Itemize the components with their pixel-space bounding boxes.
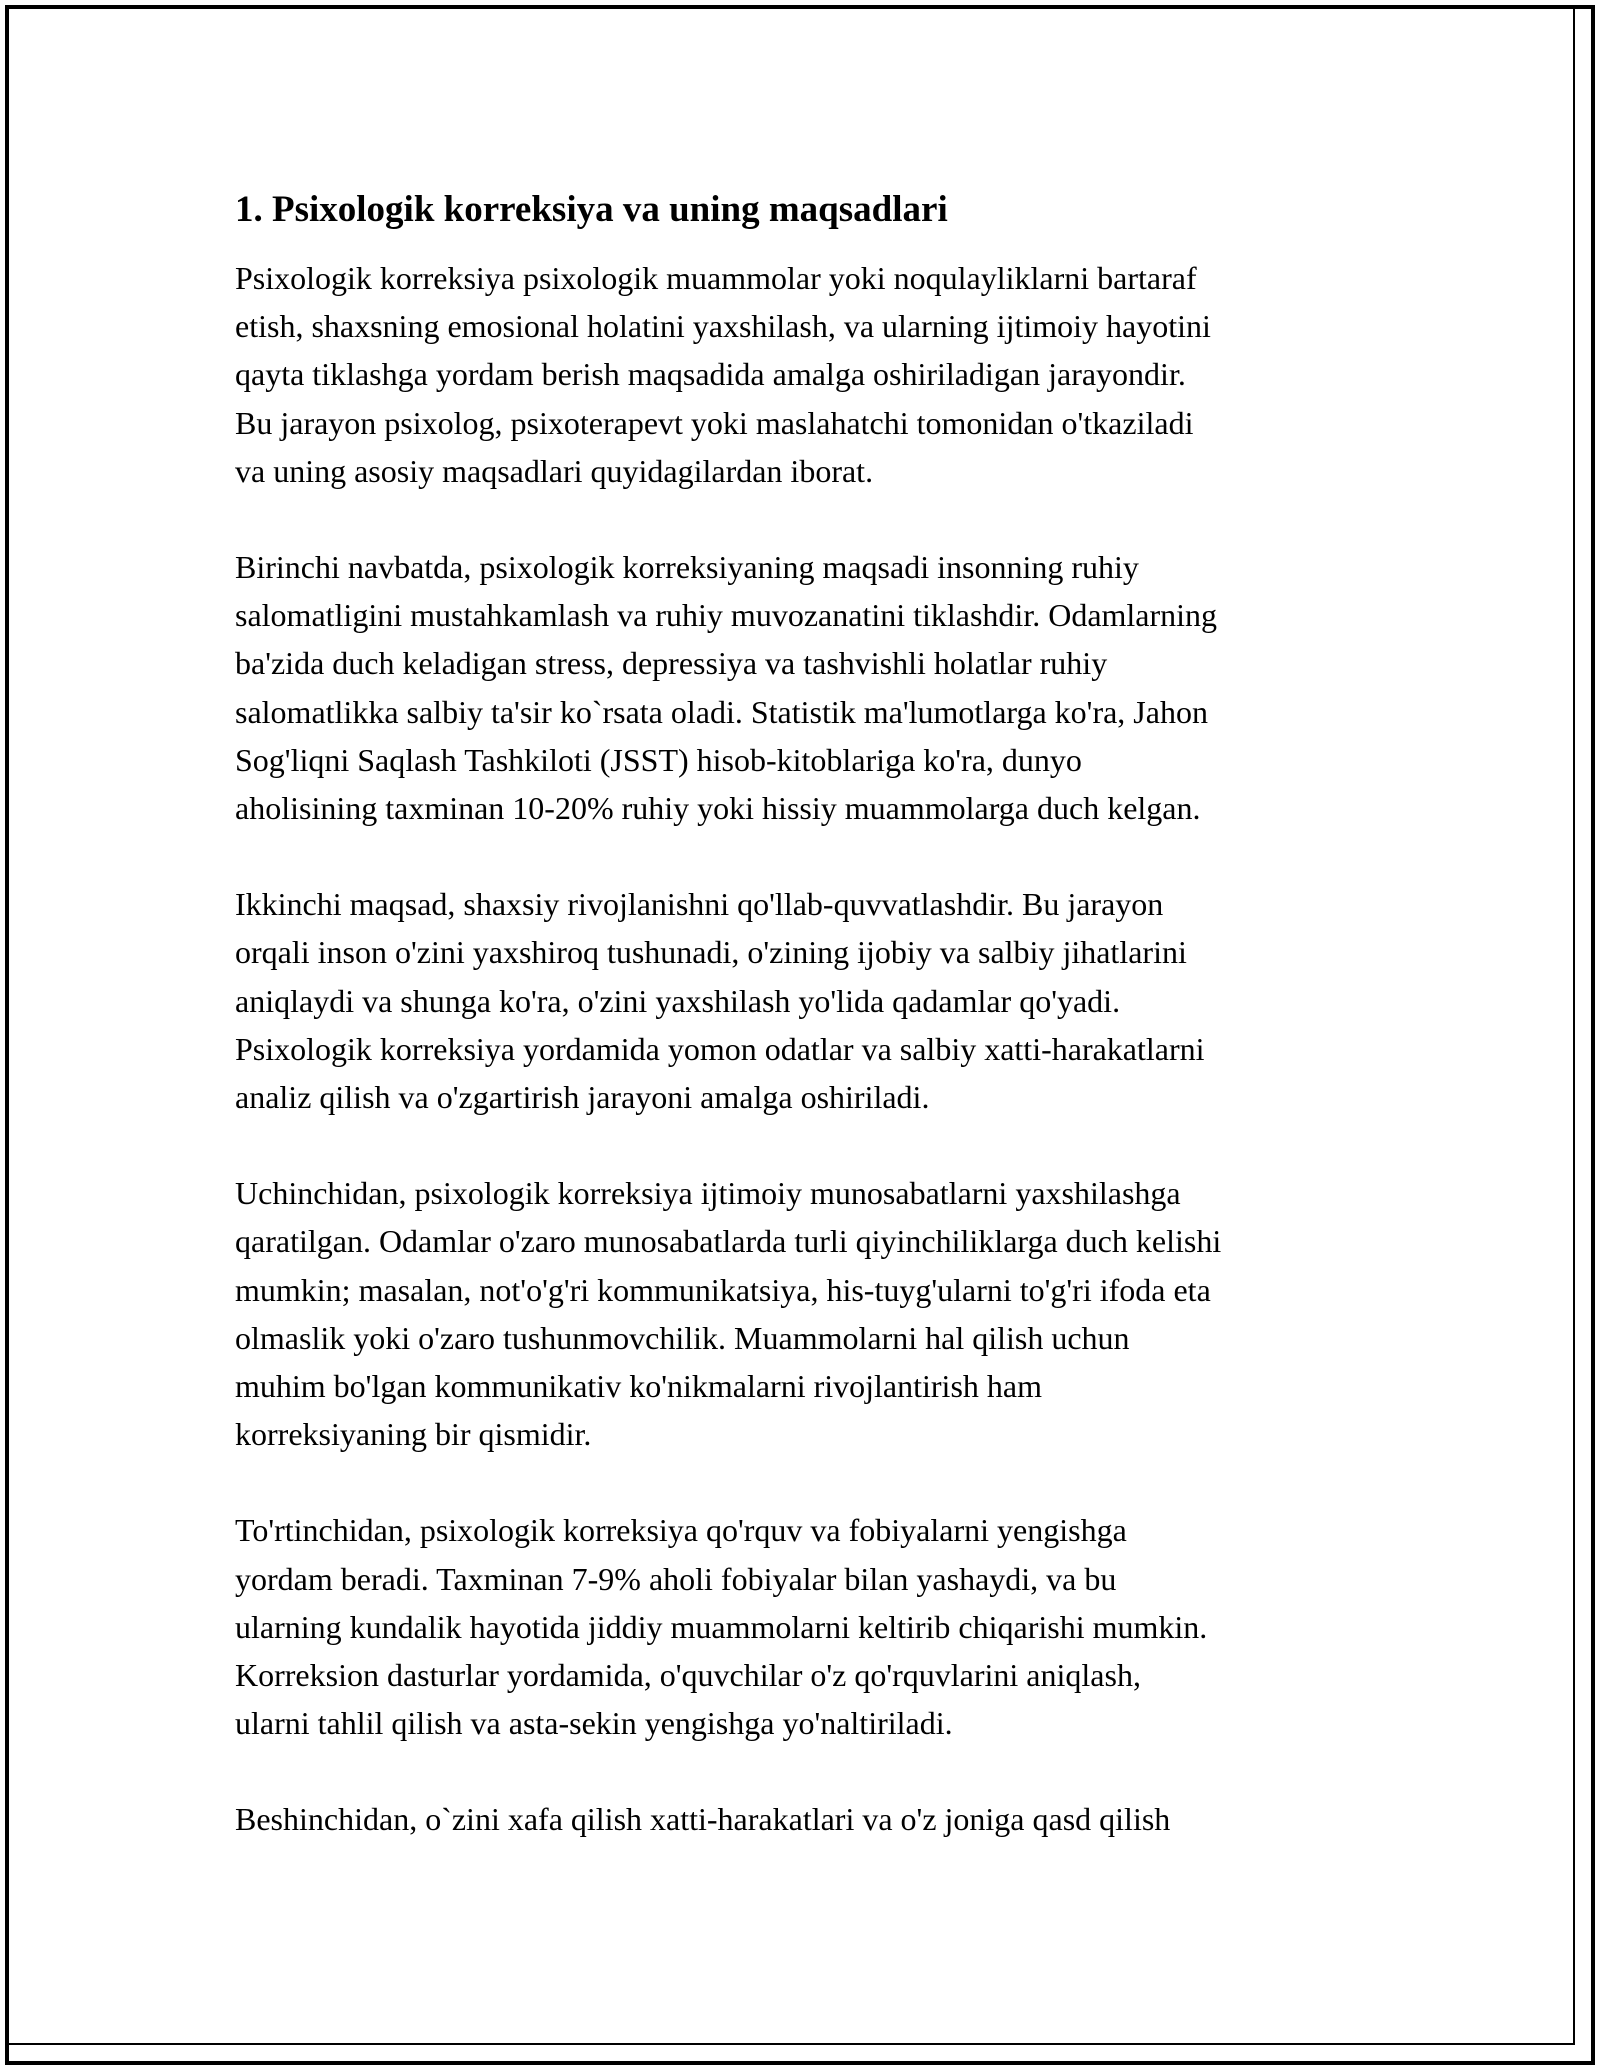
paragraph-line: etish, shaxsning emosional holatini yaxshilash, va ularning ijtimoiy hayotini	[235, 308, 1211, 345]
paragraph-line: aholisining taxminan 10-20% ruhiy yoki hissiy muammolarga duch kelgan.	[235, 790, 1201, 827]
paragraph-line: salomatligini mustahkamlash va ruhiy muvozanatini tiklashdir. Odamlarning	[235, 597, 1218, 634]
paragraph-line: Sog'liqni Saqlash Tashkiloti (JSST) hisob-kitoblariga ko'ra, dunyo	[235, 741, 1082, 778]
paragraph	[235, 1506, 1375, 1747]
paragraph-line: salomatlikka salbiy ta'sir ko`rsata oladi. Statistik ma'lumotlarga ko'ra, Jahon	[235, 693, 1208, 730]
section-heading: 1. Psixologik korreksiya va uning maqsadlari	[235, 189, 948, 230]
paragraph-line: Psixologik korreksiya yordamida yomon odatlar va salbiy xatti-harakatlarni	[235, 1030, 1205, 1067]
paragraph-line: Psixologik korreksiya psixologik muammolar yoki noqulayliklarni bartaraf	[235, 260, 1197, 296]
paragraph-line: ba'zida duch keladigan stress, depressiya va tashvishli holatlar ruhiy	[235, 645, 1108, 682]
paragraph-line: analiz qilish va o'zgartirish jarayoni amalga oshiriladi.	[235, 1079, 930, 1116]
paragraph-line: qaratilgan. Odamlar o'zaro munosabatlarda turli qiyinchiliklarga duch kelishi	[235, 1223, 1222, 1260]
paragraph-line: va uning asosiy maqsadlari quyidagilardan iborat.	[235, 452, 874, 489]
paragraph-line: ularning kundalik hayotida jiddiy muammolarni keltirib chiqarishi mumkin.	[235, 1608, 1208, 1645]
document-body	[235, 186, 1375, 1892]
paragraph	[235, 543, 1375, 832]
paragraph-line: muhim bo'lgan kommunikativ ko'nikmalarni rivojlantirish ham	[235, 1368, 1042, 1405]
paragraph-line: Beshinchidan, o`zini xafa qilish xatti-harakatlari va o'z joniga qasd qilish	[235, 1801, 1171, 1838]
paragraph-line: korreksiyaning bir qismidir.	[235, 1416, 592, 1453]
paragraph-line: yordam beradi. Taxminan 7-9% aholi fobiyalar bilan yashaydi, va bu	[235, 1560, 1117, 1597]
paragraph-line: olmaslik yoki o'zaro tushunmovchilik. Muammolarni hal qilish uchun	[235, 1319, 1130, 1356]
paragraph-line: mumkin; masalan, not'o'g'ri kommunikatsiya, his-tuyg'ularni to'g'ri ifoda eta	[235, 1271, 1211, 1308]
paragraph-list	[235, 254, 1375, 1844]
paragraph-line: Ikkinchi maqsad, shaxsiy rivojlanishni qo'llab-quvvatlashdir. Bu jarayon	[235, 886, 1164, 923]
paragraph-line: orqali inson o'zini yaxshiroq tushunadi, o'zining ijobiy va salbiy jihatlarini	[235, 934, 1187, 971]
paragraph	[235, 1169, 1375, 1458]
paragraph-line: Bu jarayon psixolog, psixoterapevt yoki maslahatchi tomonidan o'tkaziladi	[235, 404, 1194, 441]
paragraph	[235, 254, 1375, 495]
paragraph-line: To'rtinchidan, psixologik korreksiya qo'rquv va fobiyalarni yengishga	[235, 1512, 1127, 1549]
paragraph-line: Korreksion dasturlar yordamida, o'quvchilar o'z qo'rquvlarini aniqlash,	[235, 1657, 1141, 1694]
paragraph	[235, 1795, 1375, 1843]
paragraph-line: qayta tiklashga yordam berish maqsadida amalga oshiriladigan jarayondir.	[235, 356, 1186, 393]
paragraph	[235, 880, 1375, 1121]
paragraph-line: aniqlaydi va shunga ko'ra, o'zini yaxshilash yo'lida qadamlar qo'yadi.	[235, 982, 1121, 1019]
paragraph-line: Uchinchidan, psixologik korreksiya ijtimoiy munosabatlarni yaxshilashga	[235, 1175, 1181, 1212]
paragraph-line: ularni tahlil qilish va asta-sekin yengishga yo'naltiriladi.	[235, 1705, 953, 1742]
paragraph-line: Birinchi navbatda, psixologik korreksiyaning maqsadi insonning ruhiy	[235, 549, 1139, 586]
